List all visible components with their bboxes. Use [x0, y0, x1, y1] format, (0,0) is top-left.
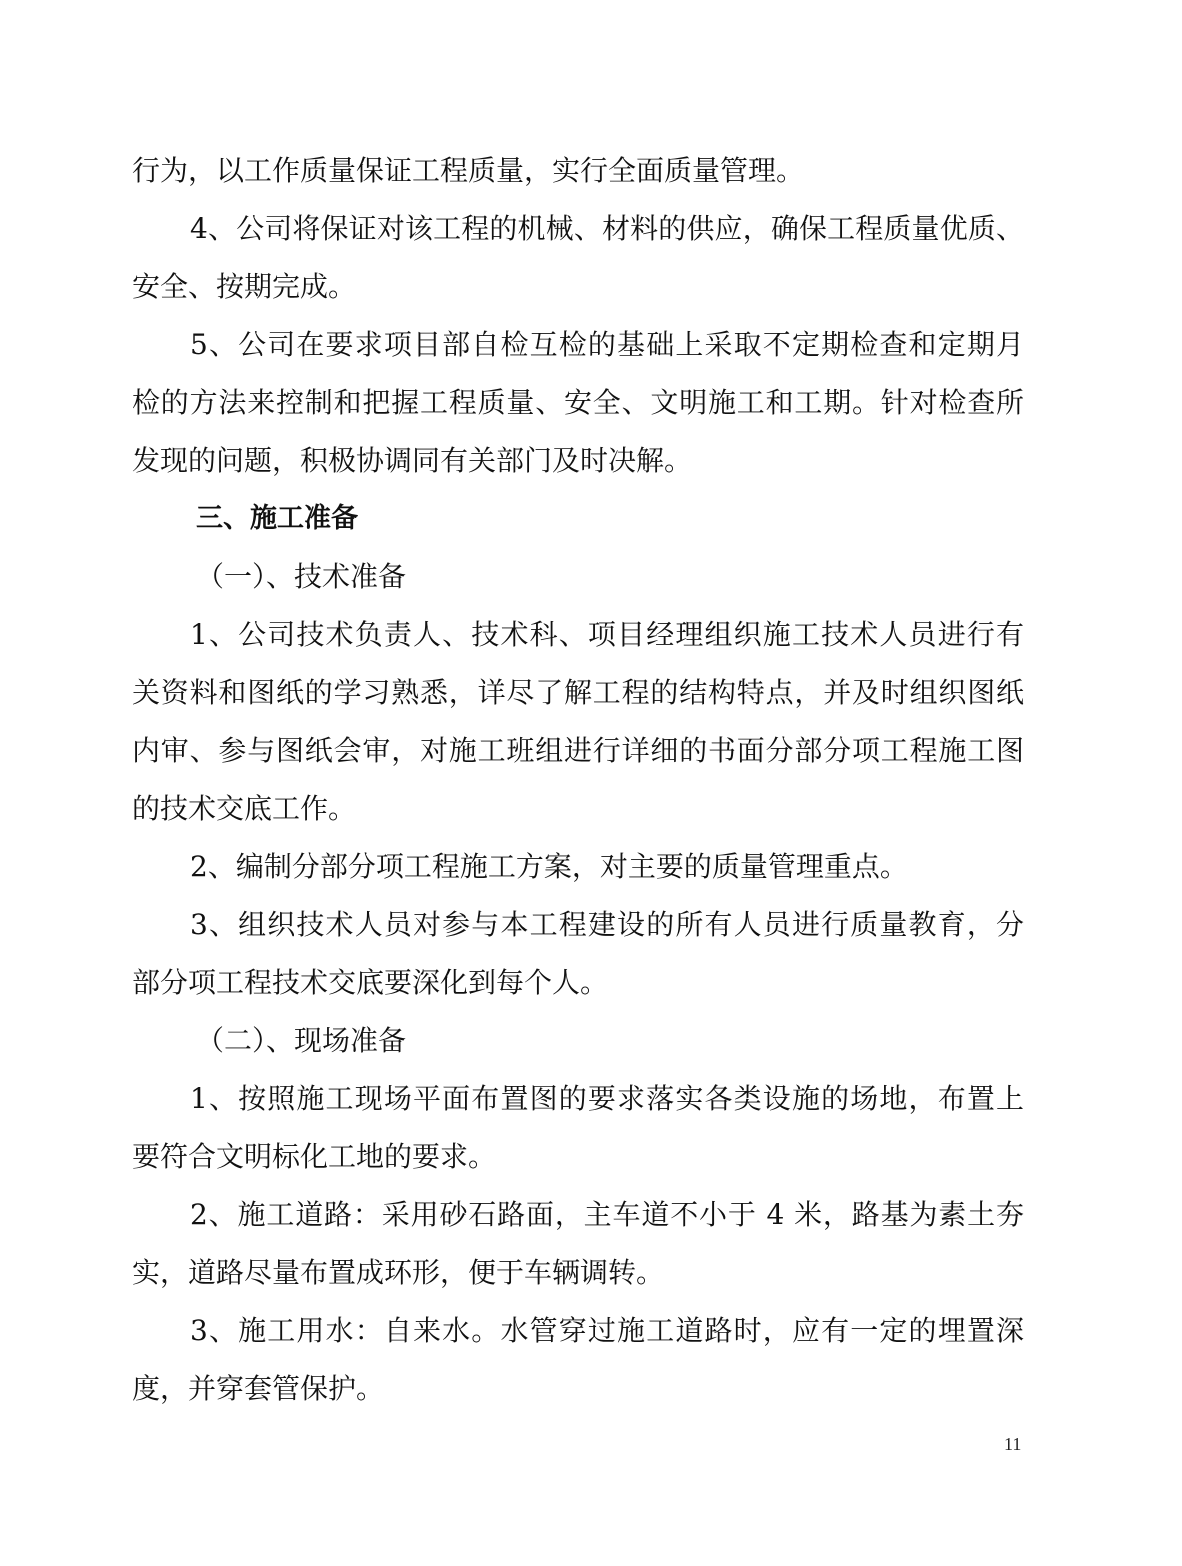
paragraph-line: 度，并穿套管保护。: [132, 1372, 385, 1405]
paragraph-line: 要符合文明标化工地的要求。: [132, 1140, 497, 1173]
paragraph-line: 内审、参与图纸会审，对施工班组进行详细的书面分部分项工程施工图: [132, 734, 1024, 767]
paragraph-line: 2、编制分部分项工程施工方案，对主要的质量管理重点。: [190, 850, 908, 883]
paragraph-line: 关资料和图纸的学习熟悉，详尽了解工程的结构特点，并及时组织图纸: [132, 676, 1024, 709]
page-number: 11: [1004, 1434, 1022, 1454]
paragraph-line: 检的方法来控制和把握工程质量、安全、文明施工和工期。针对检查所: [132, 386, 1024, 419]
paragraph-line: 的技术交底工作。: [132, 792, 357, 825]
paragraph-line: 部分项工程技术交底要深化到每个人。: [132, 966, 609, 999]
paragraph-line: 3、施工用水：自来水。水管穿过施工道路时，应有一定的埋置深: [190, 1314, 1024, 1347]
paragraph-line: 实，道路尽量布置成环形，便于车辆调转。: [132, 1256, 665, 1289]
paragraph-line: 安全、按期完成。: [132, 270, 357, 303]
subsection-heading: （二）、现场准备: [196, 1024, 407, 1057]
paragraph-line: 2、施工道路：采用砂石路面，主车道不小于 4 米，路基为素土夯: [190, 1198, 1024, 1231]
paragraph-line: 1、公司技术负责人、技术科、项目经理组织施工技术人员进行有: [190, 618, 1024, 651]
paragraph-line: 5、公司在要求项目部自检互检的基础上采取不定期检查和定期月: [190, 328, 1024, 361]
paragraph-line: 3、组织技术人员对参与本工程建设的所有人员进行质量教育，分: [190, 908, 1024, 941]
paragraph-line: 4、公司将保证对该工程的机械、材料的供应，确保工程质量优质、: [190, 212, 1024, 245]
paragraph-line: 1、按照施工现场平面布置图的要求落实各类设施的场地，布置上: [190, 1082, 1024, 1115]
paragraph-line: 发现的问题，积极协调同有关部门及时决解。: [132, 444, 693, 477]
document-body: [132, 142, 1024, 1418]
section-heading: 三、施工准备: [196, 503, 358, 534]
subsection-heading: （一）、技术准备: [196, 560, 407, 593]
paragraph-line: 行为，以工作质量保证工程质量，实行全面质量管理。: [132, 154, 805, 187]
